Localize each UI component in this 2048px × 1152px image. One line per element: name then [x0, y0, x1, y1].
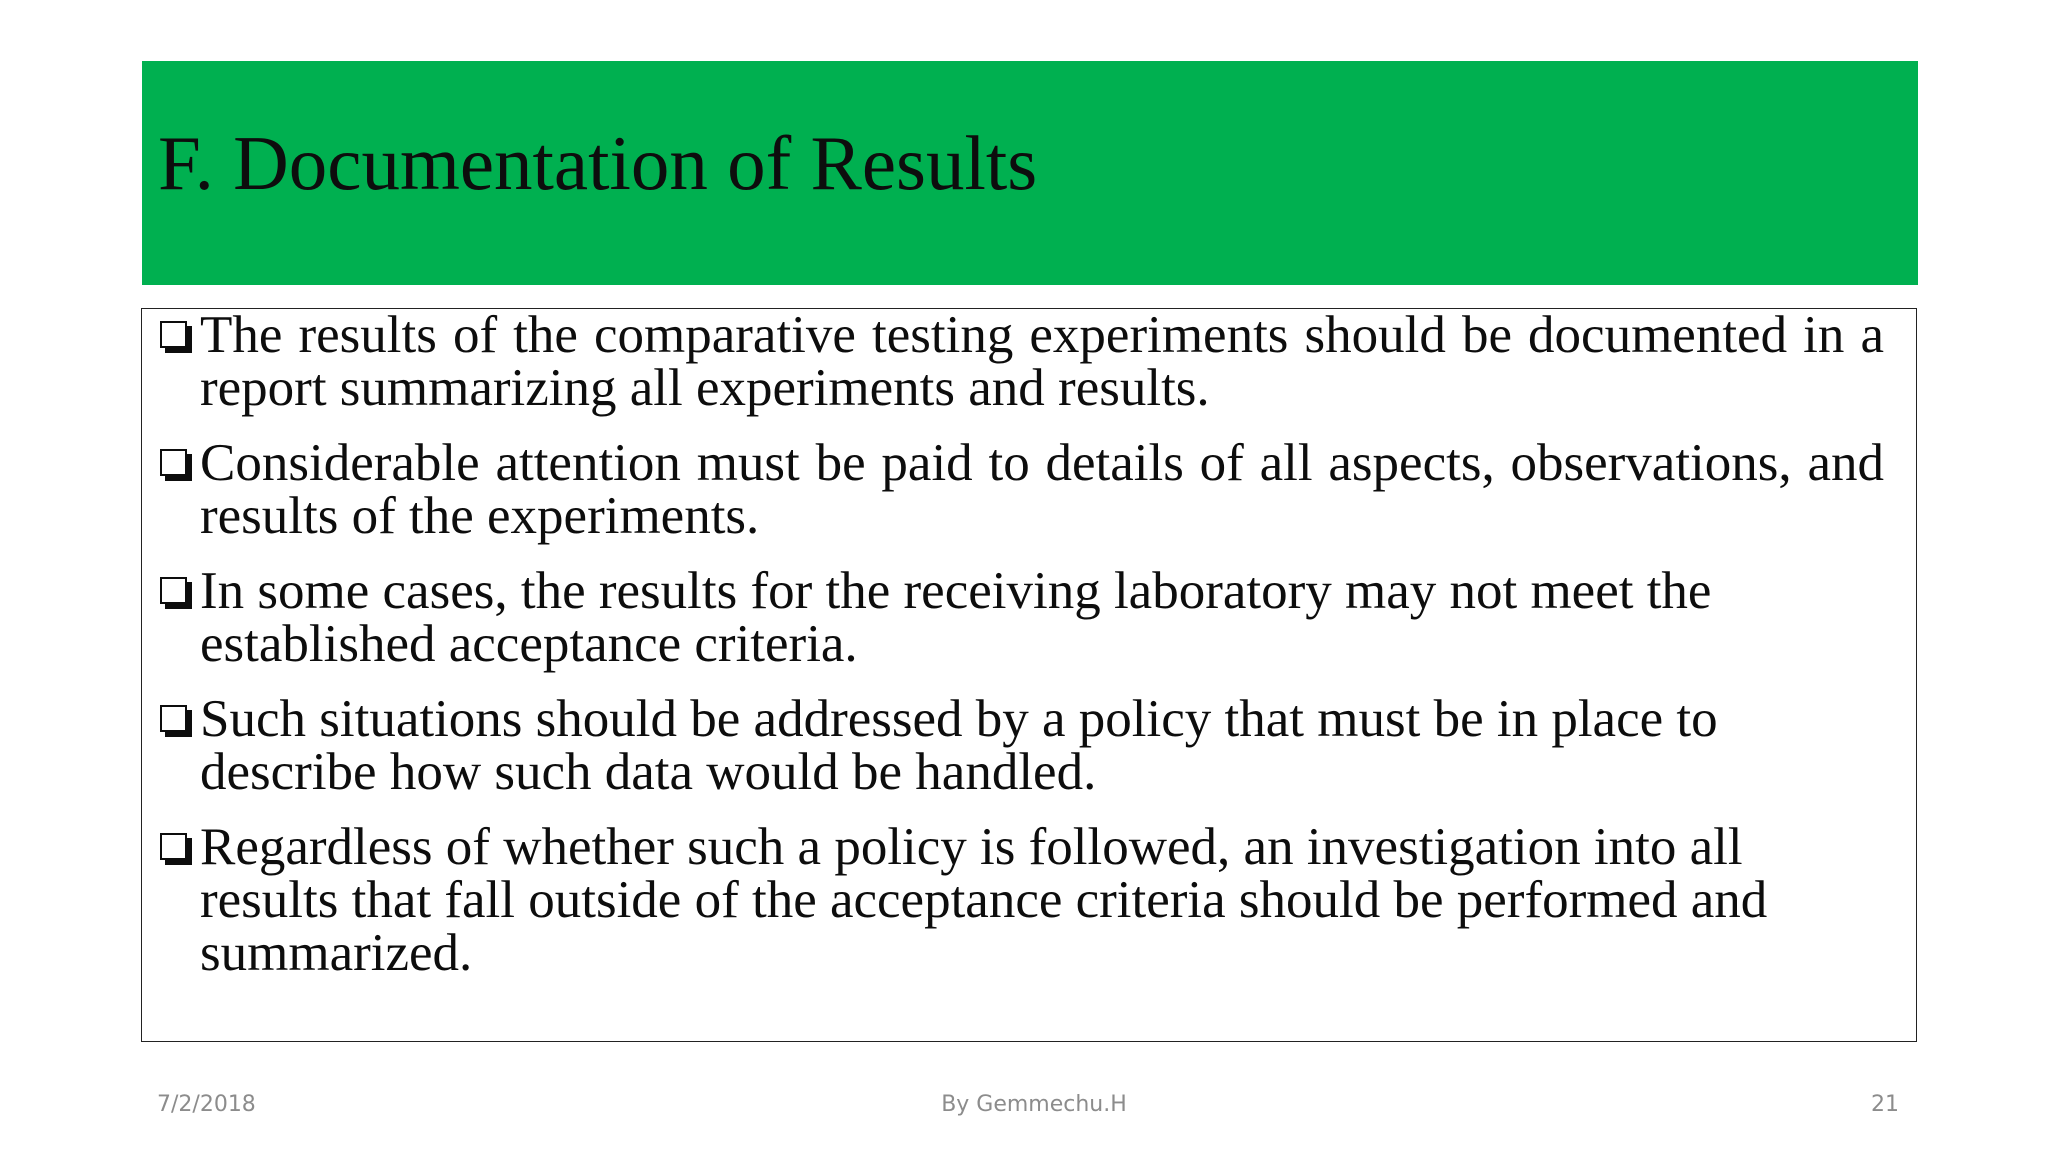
bullet-text: The results of the comparative testing experiments should be documented in a report summarizing all experiments and results.	[200, 306, 1884, 417]
checkbox-square-icon	[160, 449, 187, 476]
title-bar	[142, 61, 1918, 285]
footer-date: 7/2/2018	[157, 1092, 256, 1117]
slide-title: F. Documentation of Results	[158, 120, 1038, 206]
bullet-text: Regardless of whether such a policy is followed, an investigation into all results that fall outside of the acceptance criteria should be performed and summarized.	[200, 818, 1768, 982]
checkbox-square-icon	[160, 705, 187, 732]
content-box	[141, 308, 1917, 1042]
checkbox-square-icon	[160, 833, 187, 860]
checkbox-square-icon	[160, 577, 187, 604]
footer-author: By Gemmechu.H	[941, 1092, 1127, 1117]
bullet-item	[160, 434, 1884, 545]
bullet-item	[160, 306, 1884, 417]
bullet-text: Such situations should be addressed by a policy that must be in place to describe how such data would be handled.	[200, 690, 1718, 801]
bullet-text: In some cases, the results for the receiving laboratory may not meet the established acceptance criteria.	[200, 562, 1712, 673]
bullet-item	[160, 690, 1884, 801]
checkbox-square-icon	[160, 321, 187, 348]
bullet-item	[160, 562, 1884, 673]
bullet-text: Considerable attention must be paid to details of all aspects, observations, and results of the experiments.	[200, 434, 1884, 545]
bullet-item	[160, 818, 1884, 982]
footer-page-number: 21	[1871, 1092, 1899, 1117]
bullet-list	[160, 306, 1884, 1002]
